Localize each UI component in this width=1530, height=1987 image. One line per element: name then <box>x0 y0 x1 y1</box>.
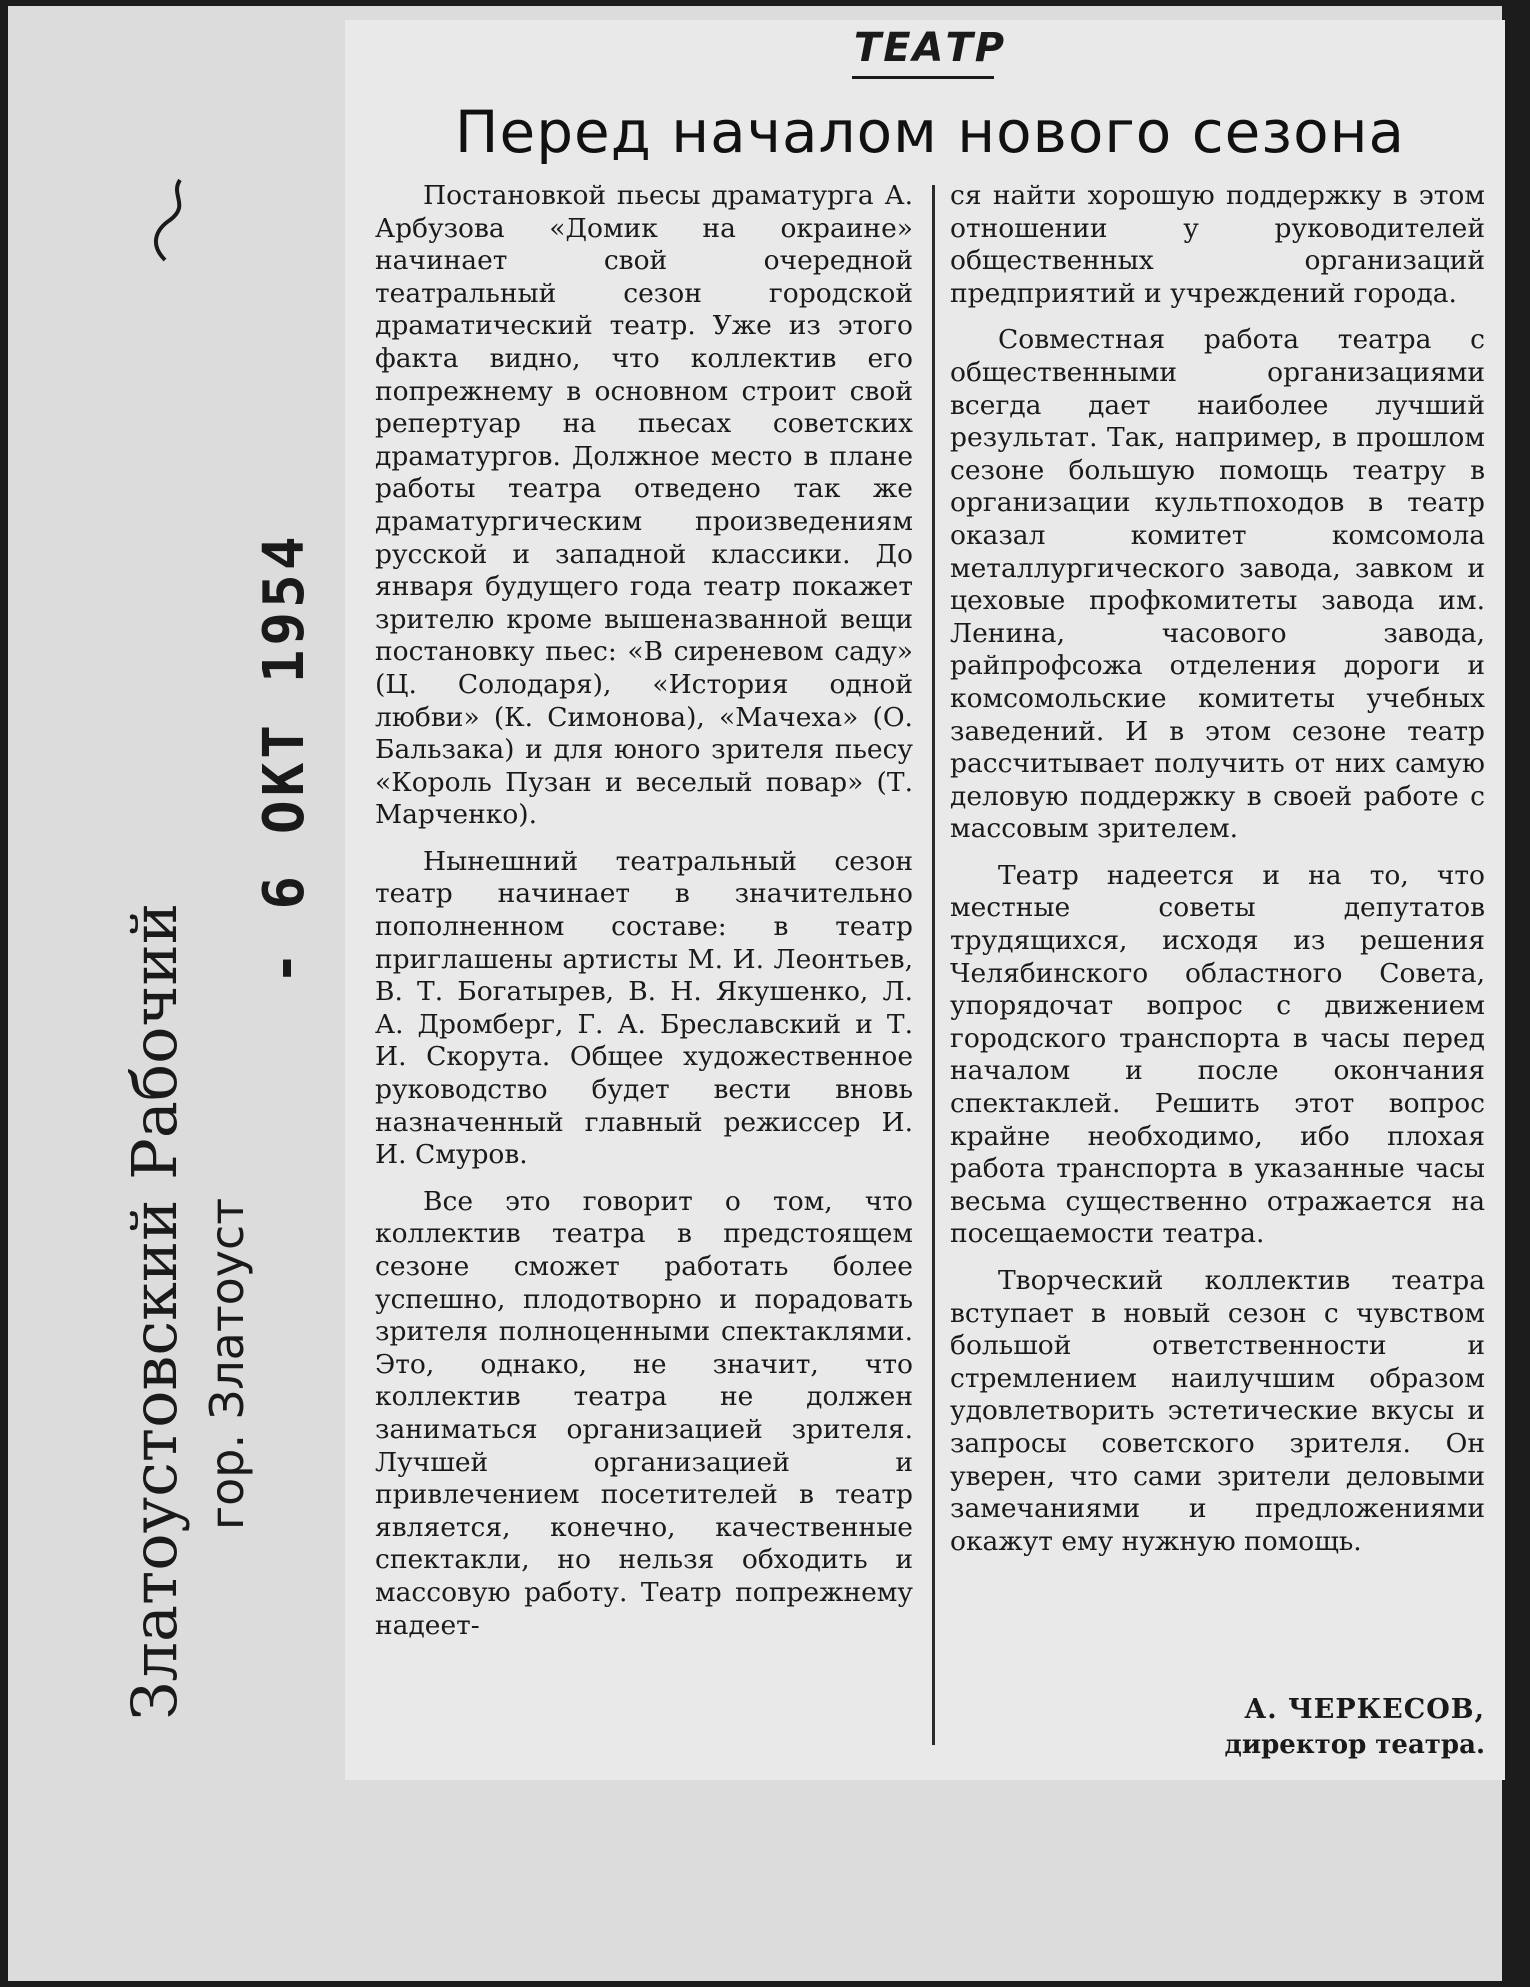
paragraph: Совместная работа театра с общественными организациями всегда дает наиболее лучший результат. Так, например, в прошлом сезоне большую помощь театру в организации культпоходов в театр оказал комитет комсомола металлургического завода, завком и цеховые профкомитеты завода им. Ленина, часового завода, райпрофсожа отделения дороги и комсомольские комитеты учебных заведений. И в этом сезоне театр рассчитывает получить от них самую деловую поддержку в своей работе с массовым зрителем. <box>950 324 1485 845</box>
paragraph: Постановкой пьесы драматурга А. Арбузова «Домик на окраине» начинает свой очередной театральный сезон городской драматический театр. Уже из этого факта видно, что коллектив его попрежнему в основном строит свой репертуар на пьесах советских драматургов. Должное место в плане работы театра отведено так же драматургическим произведениям русской и западной классики. До января будущего года театр покажет зрителю кроме вышеназванной вещи постановку пьес: «В сиреневом саду» (Ц. Солодаря), «История одной любви» (К. Симонова), «Мачеха» (О. Бальзака) и для юного зрителя пьесу «Король Пузан и веселый повар» (Т. Марченко). <box>375 180 913 831</box>
paragraph: Театр надеется и на то, что местные советы депутатов трудящихся, исходя из решения Челябинского областного Совета, упорядочат вопрос с движением городского транспорта в часы перед началом и после окончания спектаклей. Решить этот вопрос крайне необходимо, ибо плохая работа транспорта в указанные часы весьма существенно отражается на посещаемости театра. <box>950 859 1485 1250</box>
paragraph: Все это говорит о том, что коллектив театра в предстоящем сезоне сможет работать более успешно, плодотворно и порадовать зрителя полноценными спектаклями. Это, однако, не значит, что коллектив театра не должен заниматься организацией зрителя. Лучшей организацией и привлечением посетителей в театр является, конечно, качественные спектакли, но нельзя обходить и массовую работу. Театр попрежнему надеет- <box>375 1185 913 1641</box>
paragraph: ся найти хорошую поддержку в этом отношении у руководителей общественных организаций предприятий и учреждений города. <box>950 180 1485 309</box>
section-rubric: ТЕАТР <box>853 25 1007 71</box>
date-stamp: - 6 ОКТ 1954 <box>252 532 317 985</box>
article-headline: Перед началом нового сезона <box>454 98 1406 166</box>
newspaper-stamp: Златоустовский Рабочий <box>118 902 191 1720</box>
city-stamp: гор. Златоуст <box>200 1197 254 1530</box>
paragraph: Творческий коллектив театра вступает в новый сезон с чувством большой ответственности и стремлением наилучшим образом удовлетворить эстетические вкусы и запросы советского зрителя. Он уверен, что сами зрители деловыми замечаниями и предложениями окажут ему нужную помощь. <box>950 1265 1485 1557</box>
column-divider <box>932 185 935 1745</box>
author-name: А. ЧЕРКЕСОВ, <box>1244 1694 1485 1725</box>
author-role: директор театра. <box>1224 1730 1485 1760</box>
handwritten-mark <box>140 175 200 265</box>
rubric-underline <box>852 76 994 79</box>
paragraph: Нынешний театральный сезон театр начинает в значительно пополненном составе: в театр приглашены артисты М. И. Леонтьев, В. Т. Богатырев, В. Н. Якушенко, Л. А. Дромберг, Г. А. Бреславский и Т. И. Скорута. Общее художественное руководство будет вести вновь назначенный главный режиссер И. И. Смуров. <box>375 845 913 1171</box>
article-column-1 <box>375 180 913 1656</box>
article-column-2 <box>950 180 1485 1572</box>
